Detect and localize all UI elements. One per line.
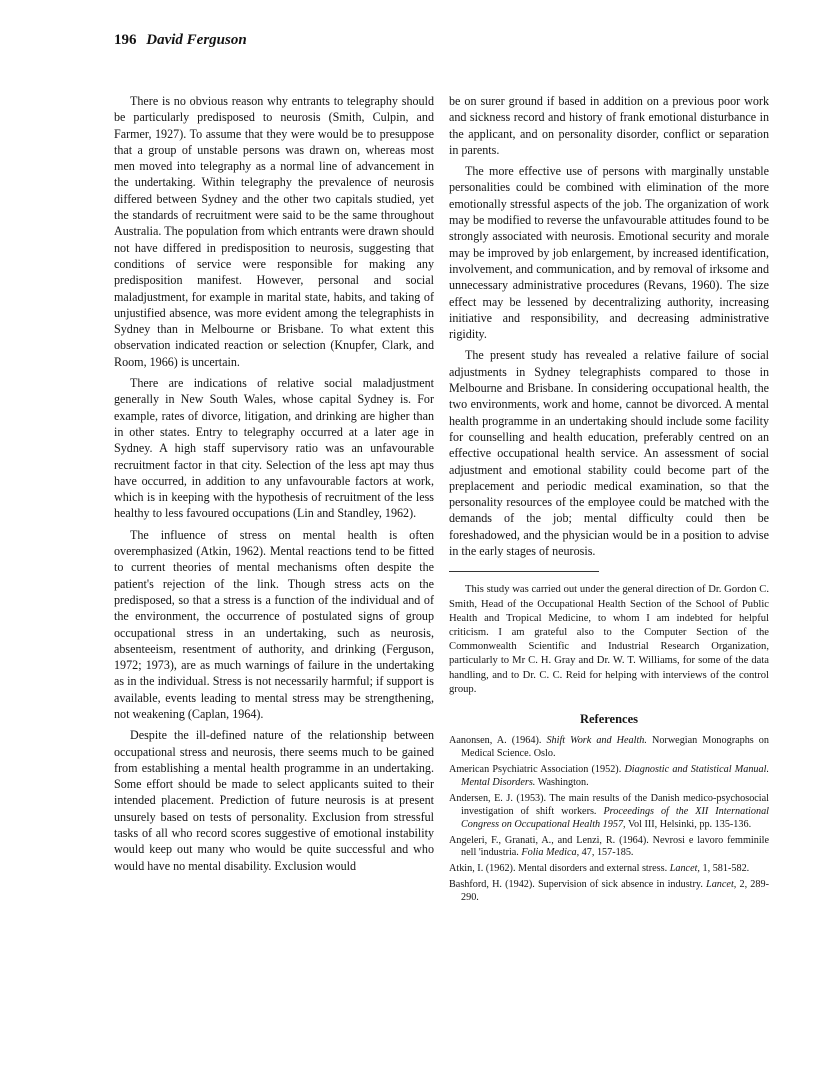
running-header [114,32,247,49]
body-paragraph: The present study has revealed a relative failure of social adjustments in Sydney telegraphists compared to those in Melbourne and Brisbane. In considering occupational health, the two environments, work and home, cannot be divorced. A mental health programme in an undertaking should include some facility for counselling and health education, preferably centred on an effective occupational health service. An assessment of social adjustment and emotional stability could become part of the preplacement and periodic medical examination, so that the personality resources of the employee could be matched with the demands of the job; mental difficulty could then be foreshadowed, and the physician would be in a position to advise in the early stages of neurosis. [449,348,769,559]
reference-item: Aanonsen, A. (1964). Shift Work and Health. Norwegian Monographs on Medical Science. Oslo. [449,735,769,760]
reference-item: Atkin, I. (1962). Mental disorders and external stress. Lancet, 1, 581-582. [449,863,750,875]
page-number: 196 [114,32,137,48]
body-paragraph: Despite the ill-defined nature of the relationship between occupational stress and neurosis, there seems much to be gained from establishing a mental health programme in an undertaking. Some effort should be made to select applicants suited to their intended placement. Prediction of future neurosis is at present unsurely based on tests of personality. Exclusion from stressful tasks of all who record scores suggestive of emotional instability would keep out many who would be quite successful and who would have no mental disability. Exclusion would [114,728,434,873]
reference-item: Andersen, E. J. (1953). The main results of the Danish medico-psychosocial investigation of shift workers. Proceedings of the XII International Congress on Occupational Health 1957, Vol III, Helsinki, pp. 135-136. [449,792,769,830]
body-paragraph: The influence of stress on mental health is often overemphasized (Atkin, 1962). Mental reactions tend to be fitted to current theories of mental mechanisms often despite the patient's rejection of the link. Though stress acts on the predisposed, so that a stress is a function of the individual and of the environment, the occurrence of postulated signs of group occupational stress in an undertaking, such as neurosis, absenteeism, resentment of authority, and drinking (Ferguson, 1972; 1973), are as much warnings of failure in the undertaking as in the individual. Stress is not necessarily harmful; if support is available, events leading to mental stress may be strengthening, not weakening (Caplan, 1964). [114,527,434,721]
body-paragraph: There is no obvious reason why entrants to telegraphy should be particularly predisposed to neurosis (Smith, Culpin, and Farmer, 1927). To assume that they were would be to presuppose that a group of unstable persons was drawn on, whereas most men moved into telegraphy as a normal line of advancement in the undertaking. Within telegraphy the prevalence of neurosis differed between Sydney and the other two capitals studied, yet the standards of recruitment were said to be the same throughout Australia. The population from which entrants were drawn should not have differed in predisposition to neurosis, suggesting that conditions of service were responsible for making any predisposition manifest. However, personal and social maladjustment, for example in marital state, habits, and taking of unjustified absence, was more evident among the telegraphists in Sydney than in Melbourne or Brisbane. To what extent this observation indicated reaction or selection (Knupfer, Clark, and Room, 1966) is uncertain. [114,94,434,369]
right-column [449,93,769,908]
body-paragraph-continuation: be on surer ground if based in addition on a previous poor work and sickness record and history of frank emotional disturbance in the applicant, and on personality disorder, conflict or separation in parents. [449,94,769,157]
body-paragraph: There are indications of relative social maladjustment generally in New South Wales, whose capital Sydney is. For example, rates of divorce, litigation, and drinking are higher than in other states. Entry to telegraphy occurred at a later age in Sydney. A high staff supervisory ratio was an unfavourable recruitment factor in that city. Selection of the less apt may thus have occurred, in addition to any unfavourable factors at work, which is in keeping with the hypothesis of recruitment of the less healthy to less favoured occupations (Lin and Standley, 1962). [114,376,434,521]
reference-item: Angeleri, F., Granati, A., and Lenzi, R. (1964). Nevrosi e lavoro femminile nell 'industria. Folia Medica, 47, 157-185. [449,834,769,859]
left-column [114,93,434,879]
references-heading: References [579,711,639,726]
body-paragraph: The more effective use of persons with marginally unstable personalities could be combined with elimination of the more emotionally stressful aspects of the job. The organization of work may be modified to reverse the unfavourable attitudes found to be strongly associated with neurosis. Emotional security and morale may be improved by job enlargement, by increased identification, involvement, and communication, and by removal of irksome and unnecessary administrative procedures (Revans, 1960). The size effect may be lessened by decentralizing authority, increasing initiative and responsibility, and decreasing administrative rigidity. [449,164,769,342]
reference-item: American Psychiatric Association (1952). Diagnostic and Statistical Manual. Mental Disorders. Washington. [449,764,769,788]
section-divider [449,571,599,572]
reference-item: Bashford, H. (1942). Supervision of sick absence in industry. Lancet, 2, 289-290. [449,879,769,904]
acknowledgement: This study was carried out under the general direction of Dr. Gordon C. Smith, Head of the Occupational Health Section of the School of Public Health and Tropical Medicine, to whom I am indebted for helpful criticism. I am grateful also to the Computer Section of the Commonwealth Scientific and Industrial Research Organization, particularly to Mr C. H. Gray and Dr. W. T. Williams, for some of the data handling, and to Dr. C. C. Reid for helping with interviews of the control group. [449,584,769,695]
reference-list [449,735,769,905]
running-author: David Ferguson [146,32,247,48]
